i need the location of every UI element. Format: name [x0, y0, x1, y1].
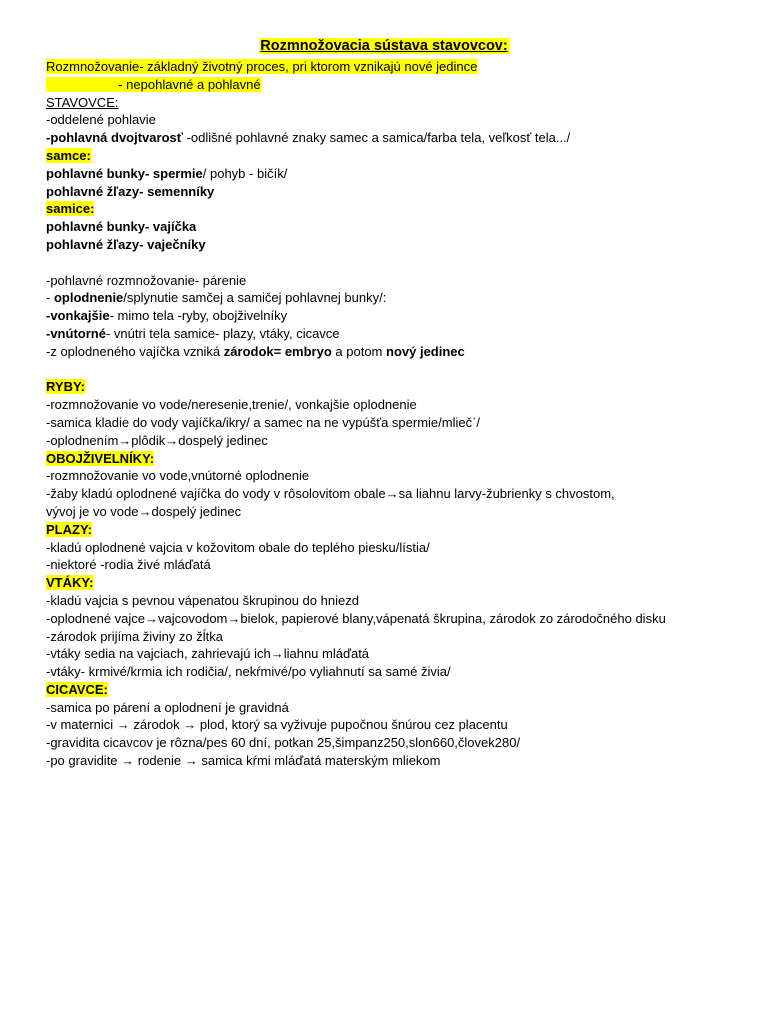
text-line	[46, 681, 746, 699]
text-segment: pohlavné žľazy- semenníky	[46, 183, 215, 199]
blank-line	[46, 254, 746, 272]
text-line	[46, 645, 746, 663]
text-line	[46, 539, 746, 557]
text-segment: Rozmnožovanie- základný životný proces, pri ktorom vznikajú nové jedince	[46, 59, 478, 74]
text-segment: samice:	[46, 201, 95, 217]
text-line	[46, 716, 746, 734]
text-segment: zárodok= embryo	[223, 343, 332, 359]
text-line	[46, 485, 746, 503]
text-segment: -rozmnožovanie vo vode/neresenie,trenie/, vonkajšie oplodnenie	[46, 397, 417, 413]
text-line	[46, 111, 746, 129]
text-line	[46, 574, 746, 592]
text-line	[46, 200, 746, 218]
text-segment: /splynutie samčej a samičej pohlavnej bunky/:	[123, 290, 387, 306]
text-segment: -vonkajšie	[46, 308, 110, 324]
text-line	[46, 699, 746, 717]
text-segment: -kladú oplodnené vajcia v kožovitom obale do teplého piesku/lístia/	[46, 539, 430, 555]
text-line	[46, 218, 746, 236]
text-segment: OBOJŽIVELNÍKY:	[46, 450, 155, 466]
text-line	[46, 165, 746, 183]
text-segment: pohlavné bunky- spermie	[46, 165, 203, 181]
text-segment: -žaby kladú oplodnené vajíčka do vody v rôsolovitom obale→sa liahnu larvy-žubrienky s chvostom,	[46, 486, 615, 502]
text-segment: -rozmnožovanie vo vode,vnútorné oplodnenie	[46, 468, 310, 484]
text-segment: -pohlavná dvojtvarosť	[46, 130, 183, 146]
text-segment: nový jedinec	[386, 343, 465, 359]
text-line	[46, 307, 746, 325]
text-line	[46, 272, 746, 290]
text-segment: -vtáky- krmivé/krmia ich rodičia/, nekŕmivé/po vyliahnutí sa samé živia/	[46, 664, 451, 680]
text-segment: -zárodok prijíma živiny zo žĺtka	[46, 628, 223, 644]
text-segment: samce:	[46, 147, 91, 163]
document-title-text: Rozmnožovacia sústava stavovcov:	[260, 38, 508, 54]
text-line	[46, 628, 746, 646]
document-body	[46, 58, 746, 770]
text-line	[46, 467, 746, 485]
text-line	[46, 752, 746, 770]
text-segment: CICAVCE:	[46, 681, 108, 697]
text-segment: STAVOVCE:	[46, 94, 119, 110]
text-line	[46, 325, 746, 343]
text-line	[46, 396, 746, 414]
text-line	[46, 432, 746, 450]
text-segment: -	[46, 290, 54, 306]
text-line	[46, 610, 746, 628]
text-line	[46, 289, 746, 307]
text-segment: PLAZY:	[46, 521, 92, 537]
text-line	[46, 521, 746, 539]
text-segment: -samica po párení a oplodnení je gravidná	[46, 699, 289, 715]
text-segment: - vnútri tela samice- plazy, vtáky, cicavce	[105, 325, 340, 341]
text-segment: -pohlavné rozmnožovanie- párenie	[46, 272, 247, 288]
text-segment: -oddelené pohlavie	[46, 112, 156, 128]
text-line	[46, 183, 746, 201]
text-line	[46, 129, 746, 147]
text-segment: VTÁKY:	[46, 575, 94, 591]
text-segment: RYBY:	[46, 379, 85, 395]
text-line	[46, 58, 746, 76]
text-segment: pohlavné bunky- vajíčka	[46, 219, 197, 235]
text-segment: -vnútorné	[46, 325, 106, 341]
text-segment: -v maternici → zárodok → plod, ktorý sa vyživuje pupočnou šnúrou cez placentu	[46, 717, 508, 733]
text-segment: -odlišné pohlavné znaky samec a samica/farba tela, veľkosť tela.../	[182, 130, 571, 146]
text-segment: -vtáky sedia na vajciach, zahrievajú ich→liahnu mláďatá	[46, 646, 370, 662]
text-line	[46, 343, 746, 361]
text-segment: -z oplodneného vajíčka vzniká	[46, 343, 224, 359]
text-line	[46, 450, 746, 468]
text-segment: - nepohlavné a pohlavné	[46, 76, 261, 92]
text-segment: -oplodnené vajce→vajcovodom→bielok, papierové blany,vápenatá škrupina, zárodok zo zárodočného disku	[46, 610, 666, 626]
text-line	[46, 734, 746, 752]
text-segment: - mimo tela -ryby, obojživelníky	[109, 308, 288, 324]
text-segment: a potom	[331, 343, 386, 359]
text-line	[46, 556, 746, 574]
text-segment: -po gravidite → rodenie → samica kŕmi mláďatá materským mliekom	[46, 753, 441, 769]
blank-line	[46, 361, 746, 379]
text-line	[46, 414, 746, 432]
text-segment: pohlavné žľazy- vaječníky	[46, 236, 206, 252]
text-line	[46, 76, 746, 94]
text-segment: -kladú vajcia s pevnou vápenatou škrupinou do hniezd	[46, 592, 359, 608]
text-segment: oplodnenie	[53, 290, 124, 306]
text-segment: -gravidita cicavcov je rôzna/pes 60 dní, potkan 25,šimpanz250,slon660,človek280/	[46, 735, 521, 751]
text-line	[46, 147, 746, 165]
text-line	[46, 236, 746, 254]
text-segment: vývoj je vo vode→dospelý jedinec	[46, 503, 242, 519]
text-segment: -oplodnením→plôdik→dospelý jedinec	[46, 432, 268, 448]
text-line	[46, 592, 746, 610]
text-segment: -samica kladie do vody vajíčka/ikry/ a samec na ne vypúšťa spermie/mliečˊ/	[46, 414, 481, 430]
document-title	[0, 38, 768, 54]
text-line	[46, 503, 746, 521]
text-line	[46, 378, 746, 396]
text-line	[46, 94, 746, 112]
text-segment: / pohyb - bičík/	[202, 165, 288, 181]
text-segment: -niektoré -rodia živé mláďatá	[46, 557, 211, 573]
text-line	[46, 663, 746, 681]
